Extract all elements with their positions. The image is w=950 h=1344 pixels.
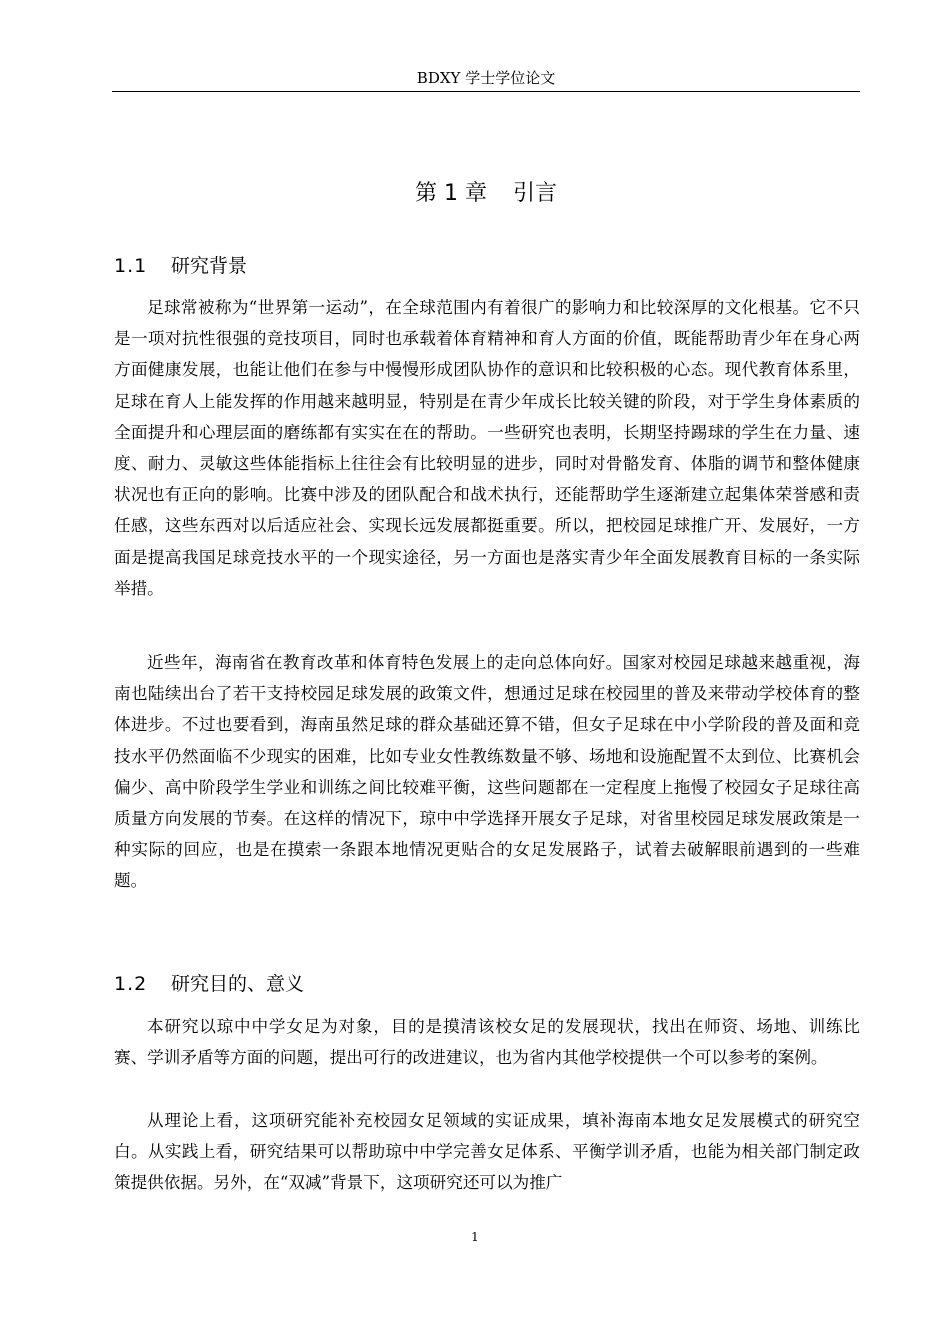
paragraph-background-1: 足球常被称为“世界第一运动”，在全球范围内有着很广的影响力和比较深厚的文化根基。它不只是一项对抗性很强的竞技项目，同时也承载着体育精神和育人方面的价值，既能帮助青少年在身心两方面健康发展，也能让他们在参与中慢慢形成团队协作的意识和比较积极的心态。现代教育体系里，足球在育人上能发挥的作用越来越明显，特别是在青少年成长比较关键的阶段，对于学生身体素质的全面提升和心理层面的磨练都有实实在在的帮助。一些研究也表明，长期坚持踢球的学生在力量、速度、耐力、灵敏这些体能指标上往往会有比较明显的进步，同时对骨骼发育、体脂的调节和整体健康状况也有正向的影响。比赛中涉及的团队配合和战术执行，还能帮助学生逐渐建立起集体荣誉感和责任感，这些东西对以后适应社会、实现长远发展都挺重要。所以，把校园足球推广开、发展好，一方面是提高我国足球竞技水平的一个现实途径，另一方面也是落实青少年全面发展教育目标的一条实际举措。 xyxy=(114,298,860,598)
paragraph-purpose-1: 本研究以琼中中学女足为对象，目的是摸清该校女足的发展现状，找出在师资、场地、训练比赛、学训矛盾等方面的问题，提出可行的改进建议，也为省内其他学校提供一个可以参考的案例。 xyxy=(114,1017,860,1068)
chapter-heading xyxy=(112,178,860,210)
section-heading-1-1 xyxy=(114,252,247,280)
section-title: 研究背景 xyxy=(171,255,248,277)
running-header: BDXY 学士学位论文 xyxy=(416,69,556,87)
chapter-title: 引言 xyxy=(512,181,557,206)
chapter-number: 第 1 章 xyxy=(415,181,487,206)
section-number: 1.2 xyxy=(114,973,148,995)
section-heading-1-2 xyxy=(114,970,304,998)
paragraph-purpose-2: 从理论上看，这项研究能补充校园女足领域的实证成果，填补海南本地女足发展模式的研究空白。从实践上看，研究结果可以帮助琼中中学完善女足体系、平衡学训矛盾，也能为相关部门制定政策提供依据。另外，在“双减”背景下，这项研究还可以为推广 xyxy=(114,1111,860,1193)
section-title: 研究目的、意义 xyxy=(171,973,305,995)
paragraph-background-2: 近些年，海南省在教育改革和体育特色发展上的走向总体向好。国家对校园足球越来越重视，海南也陆续出台了若干支持校园足球发展的政策文件，想通过足球在校园里的普及来带动学校体育的整体进步。不过也要看到，海南虽然足球的群众基础还算不错，但女子足球在中小学阶段的普及面和竞技水平仍然面临不少现实的困难，比如专业女性教练数量不够、场地和设施配置不太到位、比赛机会偏少、高中阶段学生学业和训练之间比较难平衡，这些问题都在一定程度上拖慢了校园女子足球往高质量方向发展的节奏。在这样的情况下，琼中中学选择开展女子足球，对省里校园足球发展政策是一种实际的回应，也是在摸索一条跟本地情况更贴合的女足发展路子，试着去破解眼前遇到的一些难题。 xyxy=(114,653,860,891)
page-number: 1 xyxy=(471,1230,479,1244)
header-rule xyxy=(112,91,860,92)
section-number: 1.1 xyxy=(114,255,148,277)
